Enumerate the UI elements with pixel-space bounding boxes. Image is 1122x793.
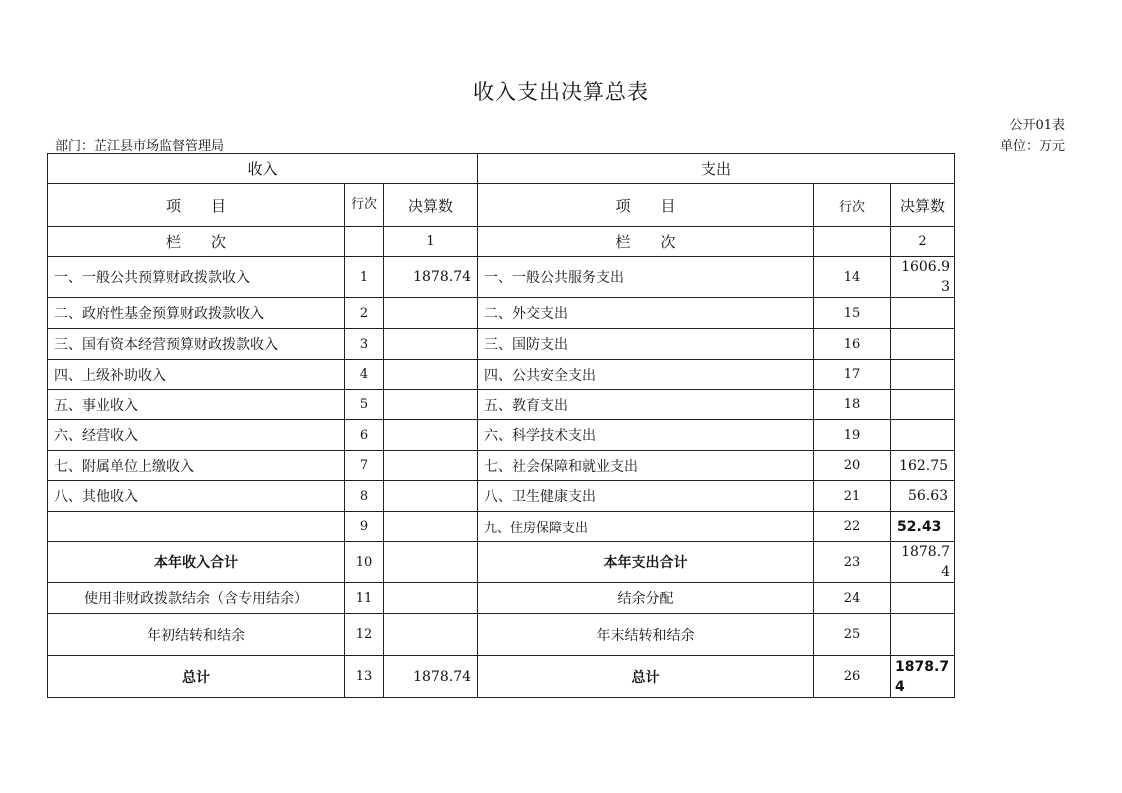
table-row — [48, 360, 955, 390]
table-row — [48, 512, 955, 542]
expense-item: 九、住房保障支出 — [478, 512, 814, 542]
income-row-no: 9 — [345, 512, 384, 542]
expense-item: 七、社会保障和就业支出 — [478, 451, 814, 481]
income-item: 七、附属单位上缴收入 — [48, 451, 345, 481]
nonfiscal-balance-label: 使用非财政拨款结余（含专用结余） — [48, 583, 345, 614]
income-row-no: 4 — [345, 360, 384, 390]
table-row — [48, 420, 955, 451]
expense-amount: 52.43 — [891, 512, 955, 542]
ending-carryover-label: 年末结转和结余 — [478, 614, 814, 656]
expense-item: 二、外交支出 — [478, 298, 814, 329]
expense-item: 一、一般公共服务支出 — [478, 257, 814, 298]
expense-amount-header: 决算数 — [891, 184, 955, 227]
surplus-distribution-label: 结余分配 — [478, 583, 814, 614]
expense-row-no: 26 — [814, 656, 891, 698]
income-item: 五、事业收入 — [48, 390, 345, 420]
expense-column-label: 栏 次 — [478, 227, 814, 257]
income-item-header: 项 目 — [48, 184, 345, 227]
expense-row-no: 20 — [814, 451, 891, 481]
form-number: 公开01表 — [1009, 118, 1065, 133]
income-row-no: 1 — [345, 257, 384, 298]
expense-row-no: 17 — [814, 360, 891, 390]
income-item: 二、政府性基金预算财政拨款收入 — [48, 298, 345, 329]
expense-row-no: 19 — [814, 420, 891, 451]
table-section-header — [48, 154, 955, 184]
income-item: 六、经营收入 — [48, 420, 345, 451]
beginning-carryover-amount — [384, 614, 478, 656]
expense-amount: 162.75 — [891, 451, 955, 481]
income-amount — [384, 360, 478, 390]
income-item: 八、其他收入 — [48, 481, 345, 512]
expense-row-no: 23 — [814, 542, 891, 583]
table-row — [48, 329, 955, 360]
income-row-no: 6 — [345, 420, 384, 451]
expense-row-no: 21 — [814, 481, 891, 512]
income-item: 四、上级补助收入 — [48, 360, 345, 390]
expense-row-no: 16 — [814, 329, 891, 360]
expense-item-header: 项 目 — [478, 184, 814, 227]
income-amount — [384, 298, 478, 329]
table-row — [48, 481, 955, 512]
income-row-no-header: 行次 — [345, 184, 384, 227]
year-total-row — [48, 542, 955, 583]
income-row-no: 8 — [345, 481, 384, 512]
table-row — [48, 257, 955, 298]
income-item: 三、国有资本经营预算财政拨款收入 — [48, 329, 345, 360]
expense-row-no: 15 — [814, 298, 891, 329]
expense-amount — [891, 390, 955, 420]
grand-income-total-amount: 1878.74 — [384, 656, 478, 698]
expense-item: 六、科学技术支出 — [478, 420, 814, 451]
expense-item: 八、卫生健康支出 — [478, 481, 814, 512]
ending-carryover-amount — [891, 614, 955, 656]
expense-amount — [891, 298, 955, 329]
expense-amount: 1606.93 — [891, 257, 955, 298]
income-amount-header: 决算数 — [384, 184, 478, 227]
income-column-label: 栏 次 — [48, 227, 345, 257]
year-expense-total-amount: 1878.74 — [891, 542, 955, 583]
expense-amount — [891, 360, 955, 390]
grand-income-total-label: 总计 — [48, 656, 345, 698]
expense-row-no: 14 — [814, 257, 891, 298]
expense-row-no-header: 行次 — [814, 184, 891, 227]
department-label: 部门：芷江县市场监督管理局 — [55, 139, 225, 154]
surplus-distribution-amount — [891, 583, 955, 614]
income-amount — [384, 451, 478, 481]
year-expense-total-label: 本年支出合计 — [478, 542, 814, 583]
grand-expense-total-amount: 1878.74 — [891, 656, 955, 698]
expense-amount: 56.63 — [891, 481, 955, 512]
expense-item: 四、公共安全支出 — [478, 360, 814, 390]
column-index-row — [48, 227, 955, 257]
expense-row-no: 24 — [814, 583, 891, 614]
expense-item: 三、国防支出 — [478, 329, 814, 360]
income-item — [48, 512, 345, 542]
income-section-heading: 收入 — [48, 154, 478, 184]
expense-section-heading: 支出 — [478, 154, 955, 184]
income-row-no: 3 — [345, 329, 384, 360]
empty-cell — [814, 227, 891, 257]
income-amount — [384, 481, 478, 512]
income-item: 一、一般公共预算财政拨款收入 — [48, 257, 345, 298]
table-row — [48, 298, 955, 329]
income-row-no: 13 — [345, 656, 384, 698]
expense-column-index: 2 — [891, 227, 955, 257]
income-row-no: 11 — [345, 583, 384, 614]
table-row — [48, 451, 955, 481]
income-row-no: 2 — [345, 298, 384, 329]
income-row-no: 5 — [345, 390, 384, 420]
expense-row-no: 25 — [814, 614, 891, 656]
income-row-no: 10 — [345, 542, 384, 583]
balance-row — [48, 583, 955, 614]
nonfiscal-balance-amount — [384, 583, 478, 614]
income-row-no: 12 — [345, 614, 384, 656]
beginning-carryover-label: 年初结转和结余 — [48, 614, 345, 656]
income-amount: 1878.74 — [384, 257, 478, 298]
grand-expense-total-label: 总计 — [478, 656, 814, 698]
page-title: 收入支出决算总表 — [473, 80, 649, 104]
income-amount — [384, 420, 478, 451]
income-amount — [384, 390, 478, 420]
year-income-total-amount — [384, 542, 478, 583]
expense-amount — [891, 420, 955, 451]
income-column-index: 1 — [384, 227, 478, 257]
grand-total-row — [48, 656, 955, 698]
expense-row-no: 18 — [814, 390, 891, 420]
unit-label: 单位：万元 — [999, 139, 1065, 154]
table-column-header — [48, 184, 955, 227]
income-amount — [384, 329, 478, 360]
expense-item: 五、教育支出 — [478, 390, 814, 420]
income-row-no: 7 — [345, 451, 384, 481]
expense-row-no: 22 — [814, 512, 891, 542]
expense-amount — [891, 329, 955, 360]
empty-cell — [345, 227, 384, 257]
income-expense-table — [47, 153, 955, 698]
table-row — [48, 390, 955, 420]
income-amount — [384, 512, 478, 542]
carryover-row — [48, 614, 955, 656]
year-income-total-label: 本年收入合计 — [48, 542, 345, 583]
